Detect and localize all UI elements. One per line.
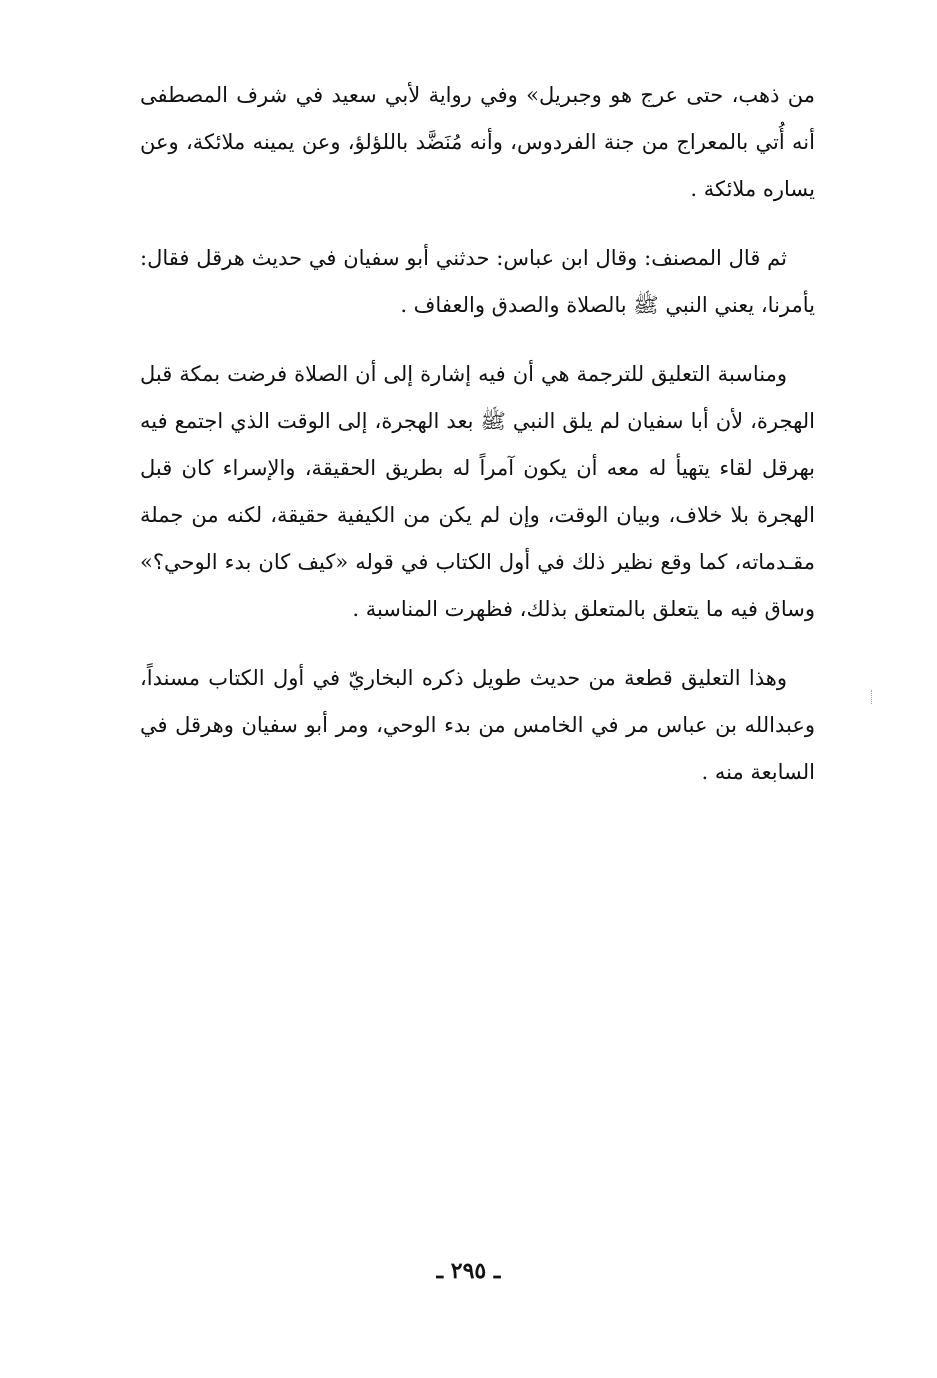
- page-number: ـ ٢٩٥ ـ: [436, 1258, 501, 1284]
- paragraph-2: ثم قال المصنف: وقال ابن عباس: حدثني أبو سفيان في حديث هرقل فقال: يأمرنا، يعني النبي ﷺ بالصلاة والصدق والعفاف .: [140, 246, 815, 317]
- paragraph-3: ومناسبة التعليق للترجمة هي أن فيه إشارة إلى أن الصلاة فرضت بمكة قبل الهجرة، لأن أبا سفيان لم يلق النبي ﷺ بعد الهجرة، إلى الوقت الذي اجتمع فيه بهرقل لقاء يتهيأ له معه أن يكون آمراً له بطريق الحقيقة، والإسراء كان قبل الهجرة بلا خلاف، وبيان الوقت، وإن لم يكن من الكيفية حقيقة، لكنه من جملة مقـدماته، كما وقع نظير ذلك في أول الكتاب في قوله «كيف كان بدء الوحي؟» وساق فيه ما يتعلق بالمتعلق بذلك، فظهرت المناسبة .: [140, 362, 815, 621]
- body-text: [140, 72, 815, 818]
- paragraph-1: من ذهب، حتى عرج هو وجبريل» وفي رواية لأبي سعيد في شرف المصطفى أنه أُتي بالمعراج من جنة الفردوس، وأنه مُنَضَّد باللؤلؤ، وعن يمينه ملائكة، وعن يساره ملائكة .: [140, 83, 815, 201]
- margin-mark: [871, 690, 874, 704]
- paragraph-4: وهذا التعليق قطعة من حديث طويل ذكره البخاريّ في أول الكتاب مسنداً، وعبدالله بن عباس مر في الخامس من بدء الوحي، ومر أبو سفيان وهرقل في السابعة منه .: [140, 666, 815, 784]
